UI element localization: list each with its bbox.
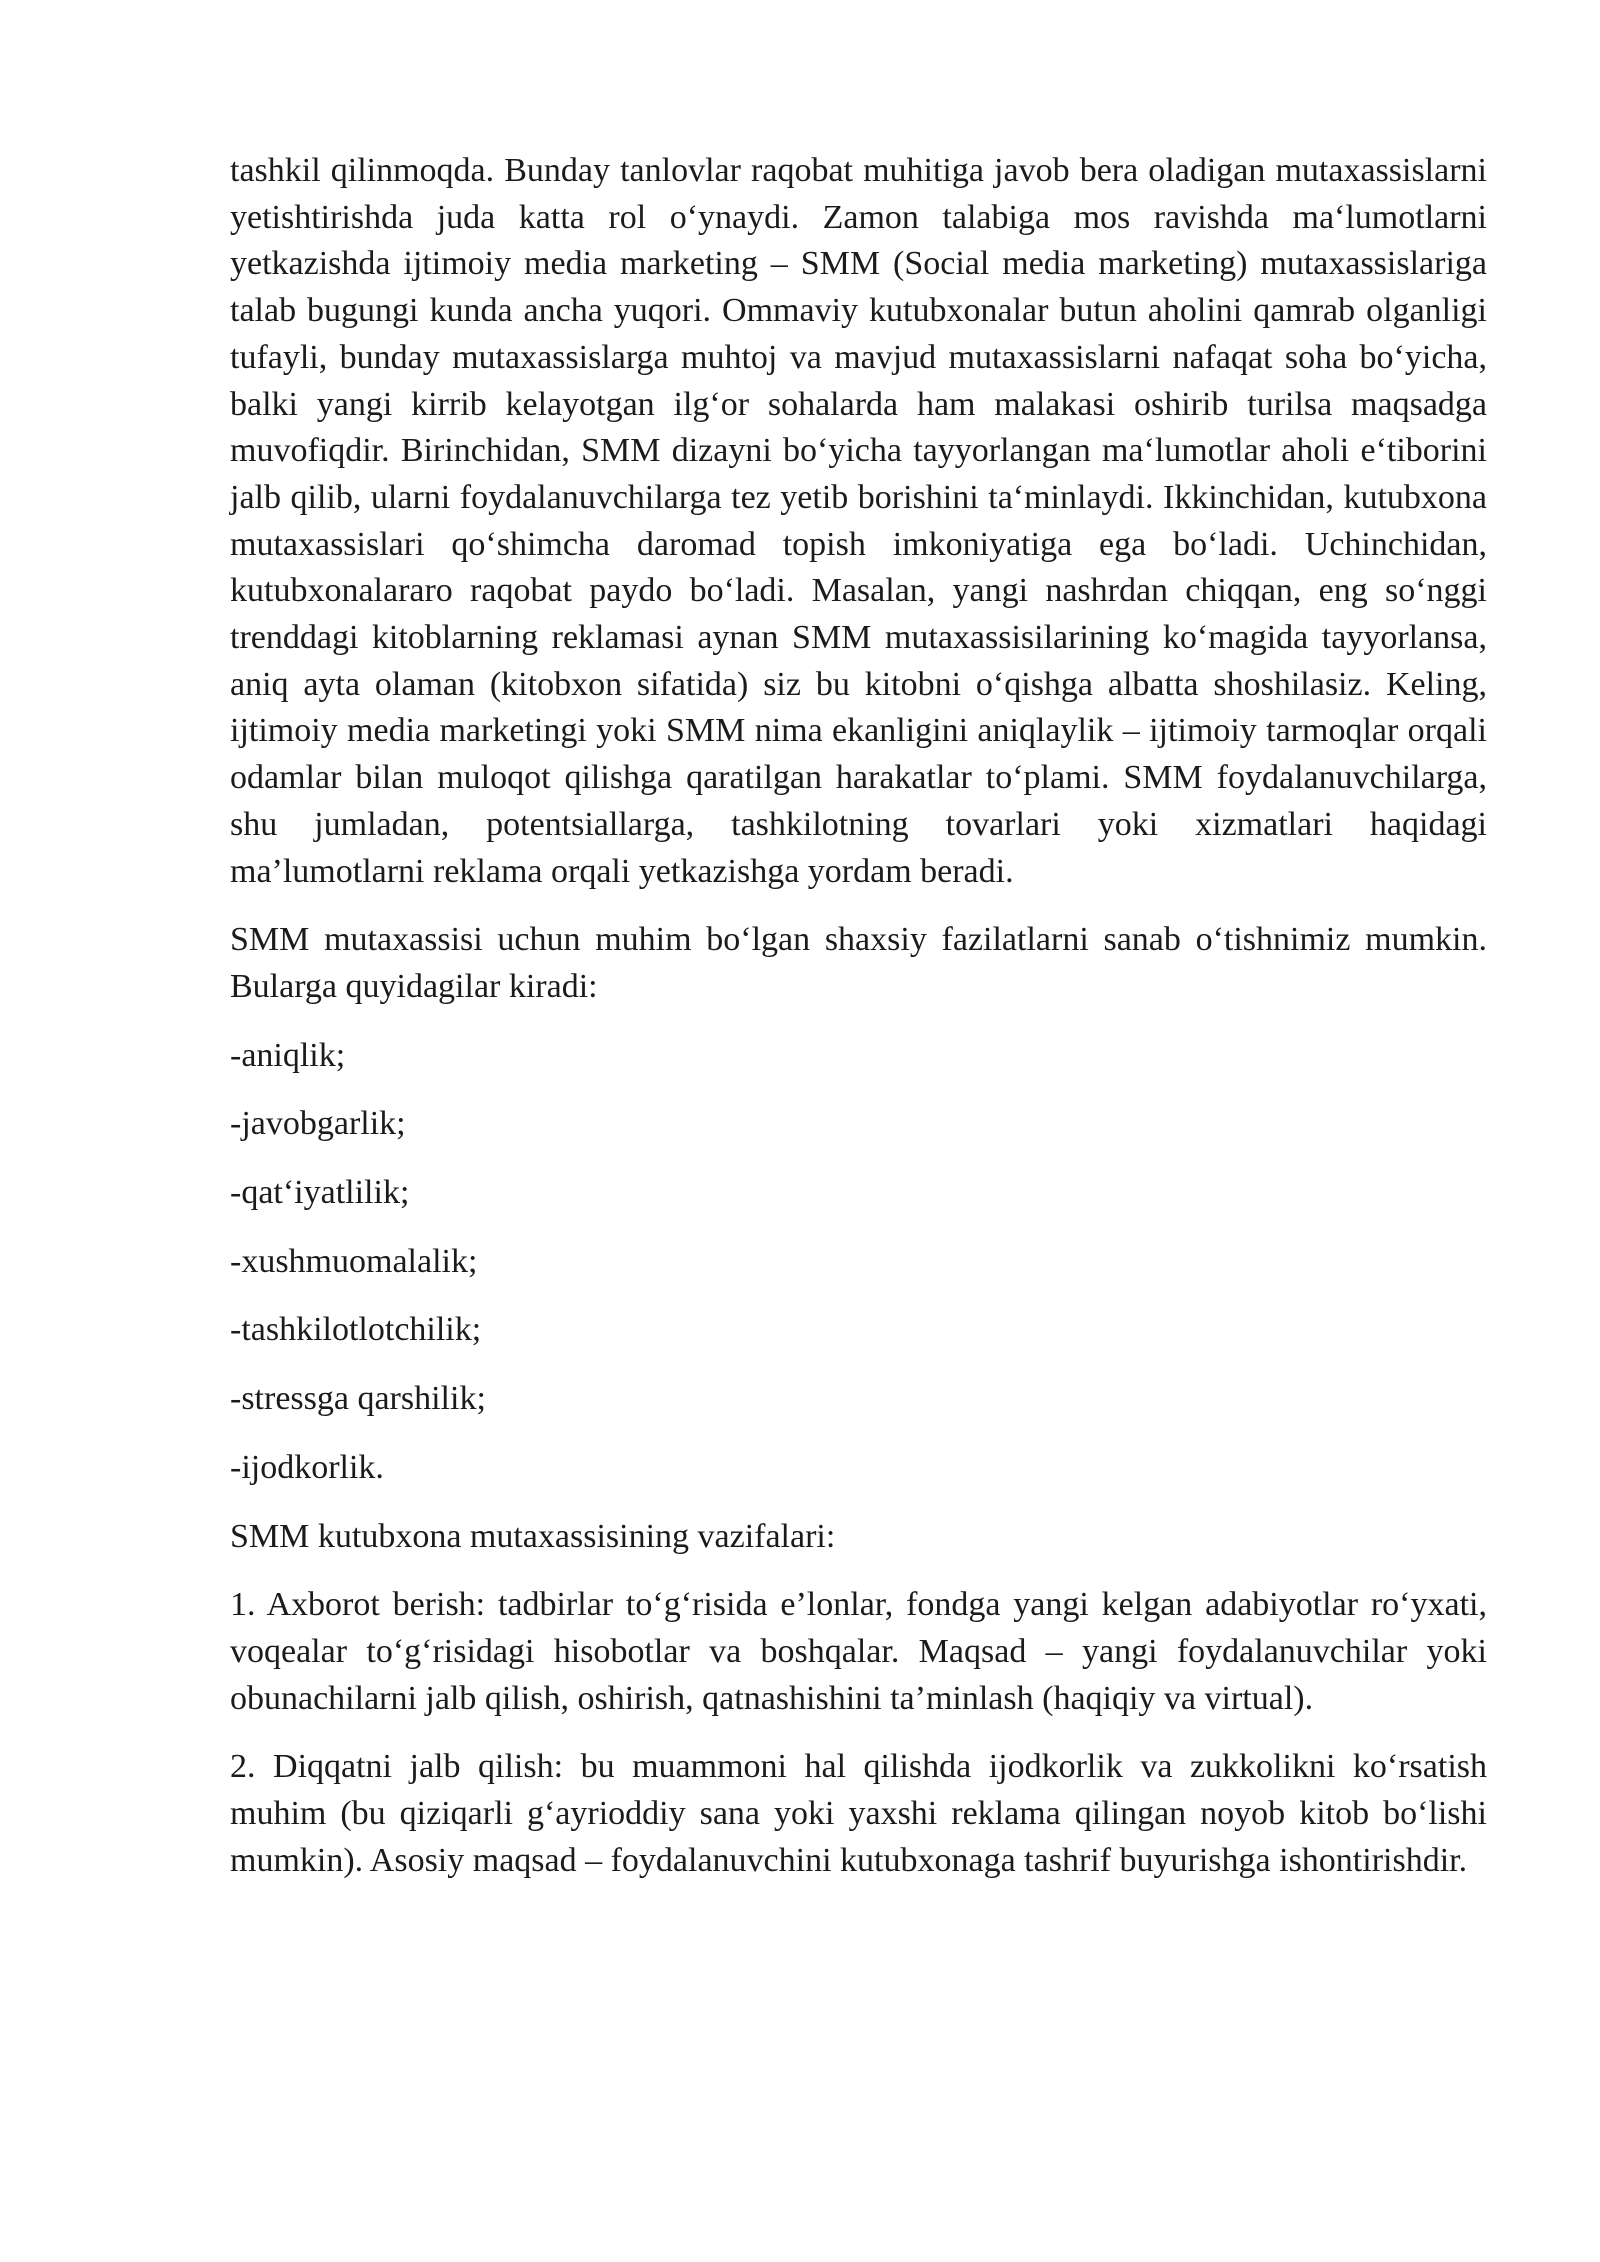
quality-item: -aniqlik; <box>230 1036 346 1074</box>
quality-item: -ijodkorlik. <box>230 1448 384 1486</box>
task-item: 2. Diqqatni jalb qilish: bu muammoni hal qilishda ijodkorlik va zukkolikni ko‘rsatish muhim (bu qiziqarli g‘ayrioddiy sana yoki yaxshi reklama qilingan noyob kitob bo‘lishi mumkin). Asosiy maqsad – foydalanuvchini kutubxonaga tashrif buyurishga ishontirishdir. <box>230 1748 1487 1879</box>
body-paragraph: tashkil qilinmoqda. Bunday tanlovlar raqobat muhitiga javob bera oladigan mutaxassislarni yetishtirishda juda katta rol o‘ynaydi. Zamon talabiga mos ravishda ma‘lumotlarni yetkazishda ijtimoiy media marketing – SMM (Social media marketing) mutaxassislariga talab bugungi kunda ancha yuqori. Ommaviy kutubxonalar butun aholini qamrab olganligi tufayli, bunday mutaxassislarga muhtoj va mavjud mutaxassislarni nafaqat soha bo‘yicha, balki yangi kirrib kelayotgan ilg‘or sohalarda ham malakasi oshirib turilsa maqsadga muvofiqdir. Birinchidan, SMM dizayni bo‘yicha tayyorlangan ma‘lumotlar aholi e‘tiborini jalb qilib, ularni foydalanuvchilarga tez yetib borishini ta‘minlaydi. Ikkinchidan, kutubxona mutaxassislari qo‘shimcha daromad topish imkoniyatiga ega bo‘ladi. Uchinchidan, kutubxonalararo raqobat paydo bo‘ladi. Masalan, yangi nashrdan chiqqan, eng so‘nggi trenddagi kitoblarning reklamasi aynan SMM mutaxassisilarining ko‘magida tayyorlansa, aniq ayta olaman (kitobxon sifatida) siz bu kitobni o‘qishga albatta shoshilasiz. Keling, ijtimoiy media marketingi yoki SMM nima ekanligini aniqlaylik – ijtimoiy tarmoqlar orqali odamlar bilan muloqot qilishga qaratilgan harakatlar to‘plami. SMM foydalanuvchilarga, shu jumladan, potentsiallarga, tashkilotning tovarlari yoki xizmatlari haqidagi ma’lumotlarni reklama orqali yetkazishga yordam beradi. <box>230 152 1487 890</box>
task-item: 1. Axborot berish: tadbirlar to‘g‘risida e’lonlar, fondga yangi kelgan adabiyotlar ro‘yxati, voqealar to‘g‘risidagi hisobotlar va boshqalar. Maqsad – yangi foydalanuvchilar yoki obunachilarni jalb qilish, oshirish, qatnashishini ta’minlash (haqiqiy va virtual). <box>230 1586 1487 1717</box>
quality-item: -javobgarlik; <box>230 1105 406 1143</box>
quality-item: -qat‘iyatlilik; <box>230 1174 410 1212</box>
qualities-intro-paragraph: SMM mutaxassisi uchun muhim bo‘lgan shaxsiy fazilatlarni sanab o‘tishnimiz mumkin. Bularga quyidagilar kiradi: <box>230 921 1487 1005</box>
text-column <box>230 148 1487 1907</box>
quality-item: -xushmuomalalik; <box>230 1242 478 1280</box>
tasks-heading: SMM kutubxona mutaxassisining vazifalari: <box>230 1517 836 1555</box>
quality-item: -stressga qarshilik; <box>230 1380 486 1418</box>
quality-item: -tashkilotlotchilik; <box>230 1311 482 1349</box>
